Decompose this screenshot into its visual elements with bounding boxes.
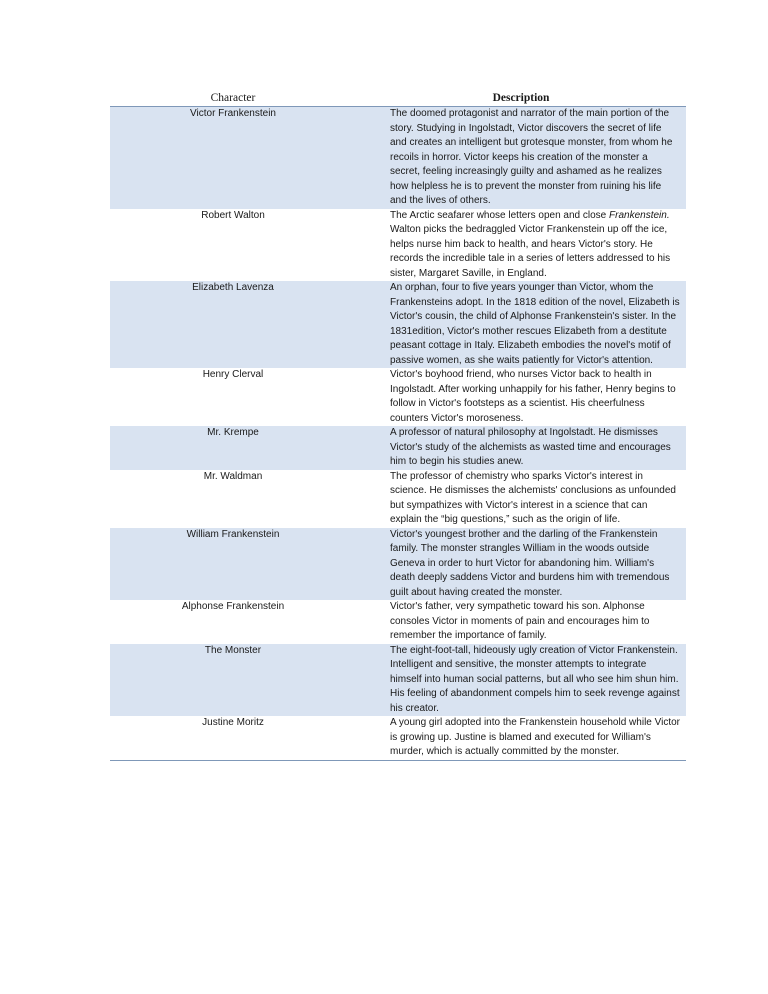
character-description: Victor's youngest brother and the darling of the Frankenstein family. The monster strangles William in the woods outside Geneva in order to hurt Victor for abandoning him. William's death deeply saddens Victor and burdens him with tremendous guilt about having created the monster. <box>390 528 670 598</box>
header-description: Description <box>492 92 550 104</box>
table-row <box>110 281 686 368</box>
character-name: Robert Walton <box>201 209 265 221</box>
table-row <box>110 716 686 760</box>
table-row <box>110 368 686 426</box>
header-character: Character <box>210 92 256 104</box>
character-description: A professor of natural philosophy at Ingolstadt. He dismisses Victor's study of the alchemists as wasted time and encourages him to begin his studies anew. <box>390 427 671 467</box>
book-title: Frankenstein. <box>609 209 670 221</box>
character-description: Victor's father, very sympathetic toward his son. Alphonse consoles Victor in moments of pain and encourages him to remember the importance of family. <box>390 601 650 641</box>
character-name: Mr. Krempe <box>207 427 259 438</box>
character-table <box>110 90 686 761</box>
description-text: Walton picks the bedraggled Victor Frankenstein up off the ice, helps nurse him back to health, and hears Victor's story. He records the incredible tale in a series of letters addressed to his sister, Margaret Saville, in England. <box>390 224 671 279</box>
character-name: Henry Clerval <box>202 369 264 380</box>
character-description: Victor's boyhood friend, who nurses Victor back to health in Ingolstadt. After working unhappily for his father, Henry begins to follow in Victor's footsteps as a scientist. His cheerfulness counters Victor's moroseness. <box>390 369 676 424</box>
character-description <box>356 209 686 282</box>
character-description: The doomed protagonist and narrator of the main portion of the story. Studying in Ingolstadt, Victor discovers the secret of life and creates an intelligent but grotesque monster, from whom he recoils in horror. Victor keeps his creation of the monster a secret, feeling increasingly guilty and ashamed as he realizes how helpless he is to prevent the monster from ruining his life and the lives of others. <box>390 108 673 206</box>
table-row <box>110 107 686 209</box>
character-description: The professor of chemistry who sparks Victor's interest in science. He dismisses the alchemists' conclusions as unfounded but sympathizes with Victor's interest in a science that can explain the “big questions,” such as the origin of life. <box>390 470 676 525</box>
character-name: William Frankenstein <box>186 528 280 540</box>
table-row <box>110 426 686 470</box>
character-name: Alphonse Frankenstein <box>181 601 285 612</box>
table-row <box>110 644 686 717</box>
character-name: Mr. Waldman <box>203 470 263 482</box>
character-name: The Monster <box>204 644 262 656</box>
table-row <box>110 600 686 644</box>
character-name: Elizabeth Lavenza <box>192 282 274 293</box>
character-description: The eight-foot-tall, hideously ugly creation of Victor Frankenstein. Intelligent and sensitive, the monster attempts to integrate himself into human social patterns, but all who see him shun him. His feeling of abandonment compels him to seek revenge against his creator. <box>390 644 680 714</box>
character-description: An orphan, four to five years younger than Victor, whom the Frankensteins adopt. In the 1818 edition of the novel, Elizabeth is Victor's cousin, the child of Alphonse Frankenstein's sister. In the 1831edition, Victor's mother rescues Elizabeth from a destitute peasant cottage in Italy. Elizabeth embodies the novel's motif of passive women, as she waits patiently for Victor's attention. <box>390 282 680 366</box>
table-row <box>110 528 686 601</box>
table-row <box>110 470 686 528</box>
table-header <box>110 90 686 107</box>
character-name: Justine Moritz <box>202 717 264 728</box>
description-text: The Arctic seafarer whose letters open and close <box>390 209 610 221</box>
character-description: A young girl adopted into the Frankenstein household while Victor is growing up. Justine is blamed and executed for William's murder, which is actually committed by the monster. <box>390 717 681 757</box>
character-name: Victor Frankenstein <box>190 108 276 119</box>
table-row <box>110 209 686 282</box>
